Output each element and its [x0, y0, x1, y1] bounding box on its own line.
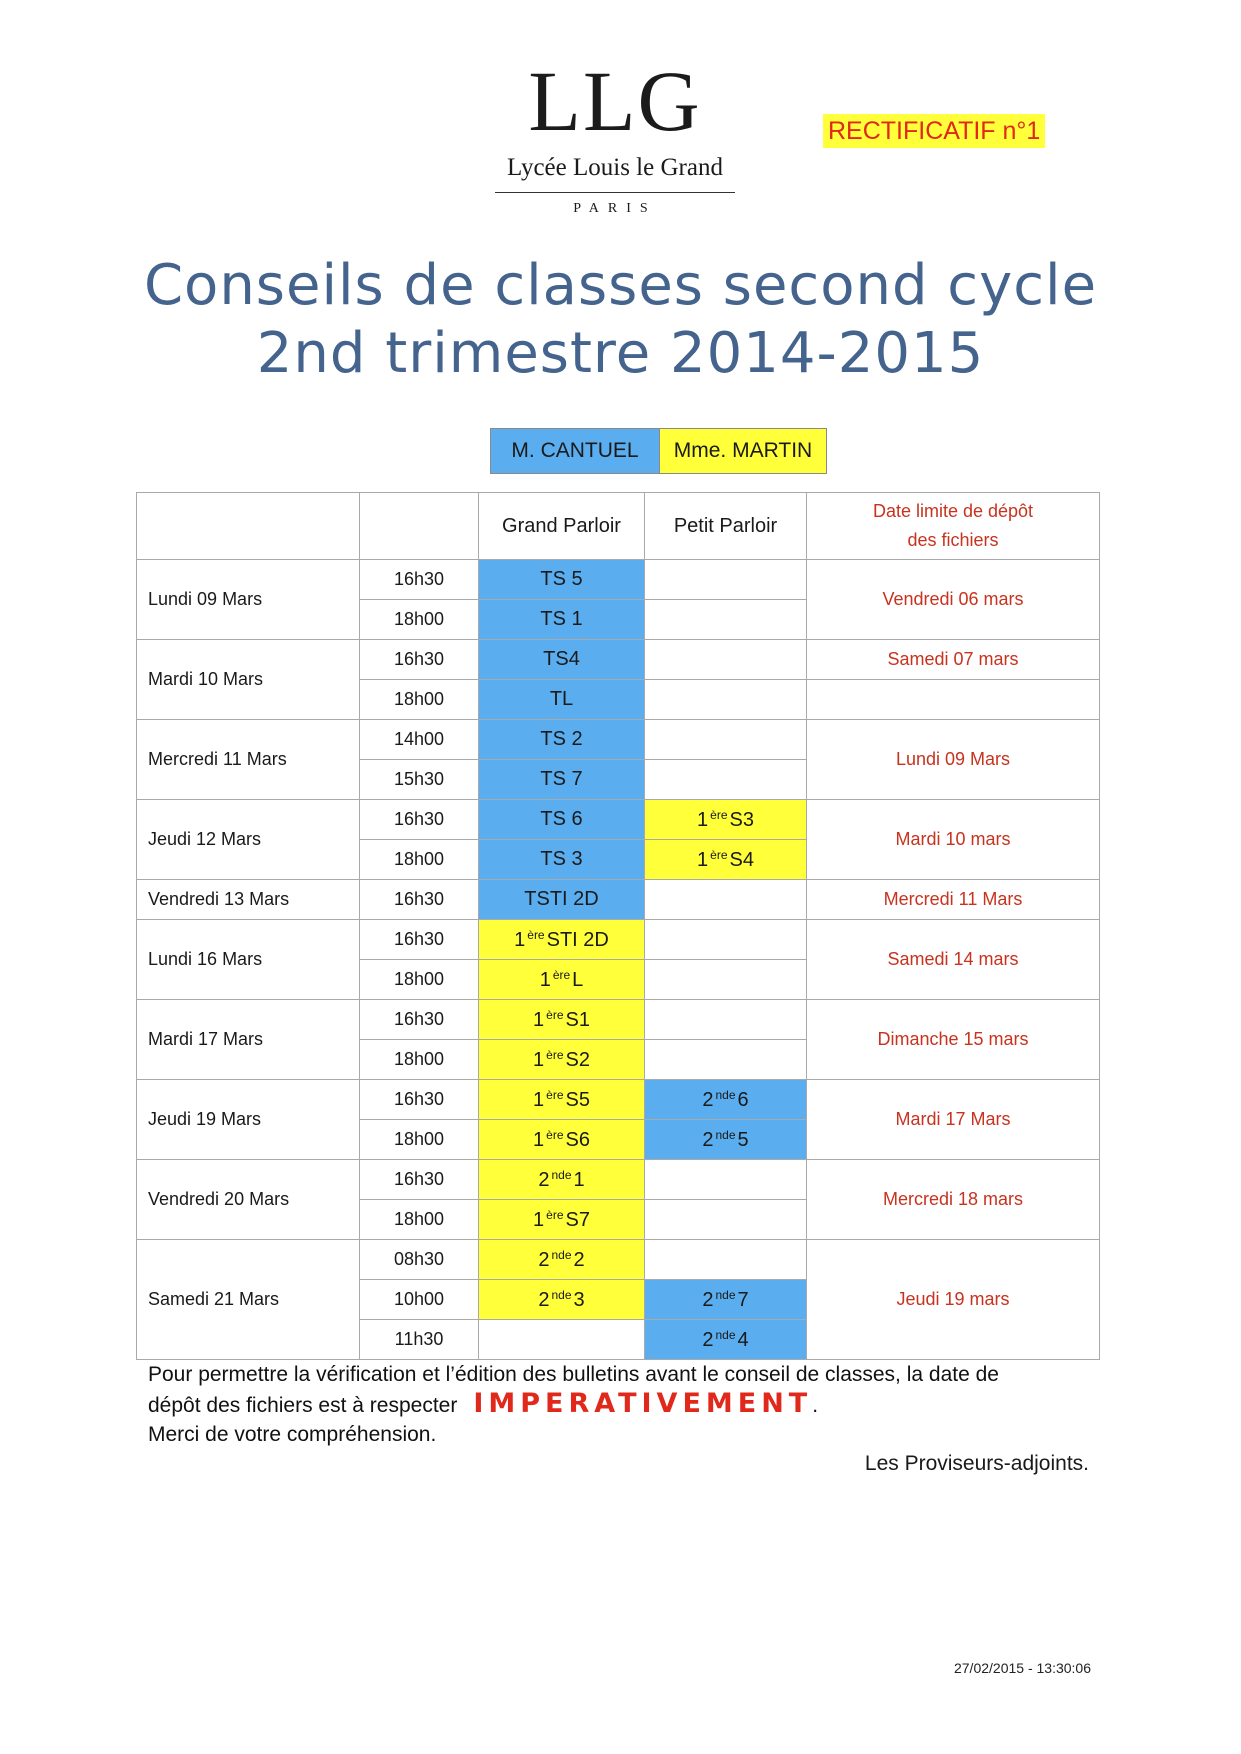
day-cell: Lundi 16 Mars — [137, 920, 360, 1000]
day-cell: Lundi 09 Mars — [137, 560, 360, 640]
deadline-cell: Mardi 10 mars — [807, 800, 1100, 880]
time-cell: 15h30 — [360, 760, 479, 800]
petit-parloir-cell — [645, 880, 807, 920]
grand-parloir-cell — [479, 640, 645, 680]
petit-parloir-cell — [645, 1160, 807, 1200]
deadline-cell — [807, 680, 1100, 720]
schedule-table — [136, 492, 1100, 1360]
time-cell: 18h00 — [360, 680, 479, 720]
class-suffix: nde — [551, 1247, 572, 1262]
table-row — [137, 560, 1100, 600]
petit-parloir-cell — [645, 1120, 807, 1160]
class-name: TL — [549, 688, 574, 710]
time-cell: 18h00 — [360, 600, 479, 640]
class-name: 2 — [702, 1128, 714, 1151]
class-suffix: nde — [715, 1127, 736, 1142]
logo-city: PARIS — [573, 201, 657, 216]
class-name: 1 — [533, 1128, 545, 1151]
class-suffix: nde — [551, 1287, 572, 1302]
petit-parloir-cell — [645, 1240, 807, 1280]
time-cell: 14h00 — [360, 720, 479, 760]
class-name: 2 — [702, 1328, 714, 1351]
class-name: TS 5 — [540, 568, 583, 590]
grand-parloir-cell — [479, 680, 645, 720]
day-cell: Jeudi 19 Mars — [137, 1080, 360, 1160]
header-empty-time — [360, 493, 479, 560]
grand-parloir-cell — [479, 720, 645, 760]
deadline-cell: Vendredi 06 mars — [807, 560, 1100, 640]
petit-parloir-cell — [645, 920, 807, 960]
table-row — [137, 1000, 1100, 1040]
grand-parloir-cell — [479, 840, 645, 880]
day-cell: Mardi 10 Mars — [137, 640, 360, 720]
table-row — [137, 640, 1100, 680]
petit-parloir-cell — [645, 1040, 807, 1080]
class-suffix: nde — [715, 1327, 736, 1342]
header-grand-parloir: Grand Parloir — [479, 493, 645, 560]
class-rest: 2 — [573, 1248, 585, 1271]
class-suffix: ère — [546, 1087, 564, 1102]
class-name: 1 — [533, 1088, 545, 1111]
time-cell: 18h00 — [360, 1040, 479, 1080]
grand-parloir-cell — [479, 1160, 645, 1200]
class-suffix: ère — [546, 1207, 564, 1222]
legend-blue: M. CANTUEL — [491, 429, 660, 474]
logo-mark: LLG — [528, 53, 702, 149]
grand-parloir-cell — [479, 960, 645, 1000]
class-suffix: ère — [546, 1007, 564, 1022]
class-rest: L — [572, 968, 584, 991]
class-rest: S2 — [565, 1048, 590, 1071]
petit-parloir-cell — [645, 640, 807, 680]
table-row — [137, 920, 1100, 960]
petit-parloir-cell — [645, 1320, 807, 1360]
class-suffix: nde — [715, 1087, 736, 1102]
time-cell: 16h30 — [360, 1000, 479, 1040]
petit-parloir-cell — [645, 560, 807, 600]
class-suffix: ère — [552, 967, 571, 982]
day-cell: Mercredi 11 Mars — [137, 720, 360, 800]
petit-parloir-cell — [645, 800, 807, 840]
grand-parloir-cell — [479, 600, 645, 640]
class-suffix: ère — [546, 1127, 564, 1142]
time-cell: 16h30 — [360, 800, 479, 840]
time-cell: 16h30 — [360, 560, 479, 600]
petit-parloir-cell — [645, 840, 807, 880]
petit-parloir-cell — [645, 1200, 807, 1240]
school-logo — [490, 53, 740, 217]
class-name: TS 3 — [540, 848, 583, 870]
day-cell: Vendredi 13 Mars — [137, 880, 360, 920]
petit-parloir-cell — [645, 960, 807, 1000]
class-rest: 1 — [573, 1168, 585, 1191]
table-row — [137, 1160, 1100, 1200]
legend-yellow: Mme. MARTIN — [660, 429, 827, 474]
deadline-cell: Samedi 07 mars — [807, 640, 1100, 680]
petit-parloir-cell — [645, 600, 807, 640]
logo-divider — [495, 192, 735, 193]
day-cell: Vendredi 20 Mars — [137, 1160, 360, 1240]
note-line-2-end: . — [812, 1394, 819, 1417]
header-petit-parloir: Petit Parloir — [645, 493, 807, 560]
deadline-cell: Mercredi 18 mars — [807, 1160, 1100, 1240]
page-title — [0, 252, 1241, 388]
class-rest: STI 2D — [546, 928, 609, 951]
class-name: TS4 — [543, 648, 580, 670]
table-row — [137, 720, 1100, 760]
deadline-cell: Lundi 09 Mars — [807, 720, 1100, 800]
class-name: 1 — [697, 848, 709, 871]
time-cell: 18h00 — [360, 960, 479, 1000]
header-deadline — [807, 493, 1100, 560]
time-cell: 16h30 — [360, 880, 479, 920]
class-suffix: ère — [546, 1047, 564, 1062]
class-name: TS 2 — [540, 728, 583, 750]
table-row — [137, 1240, 1100, 1280]
grand-parloir-cell — [479, 1000, 645, 1040]
table-header-row — [137, 493, 1100, 560]
class-suffix: nde — [715, 1287, 736, 1302]
class-name: TS 6 — [540, 808, 583, 830]
grand-parloir-cell — [479, 1240, 645, 1280]
class-name: 1 — [539, 968, 551, 991]
day-cell: Samedi 21 Mars — [137, 1240, 360, 1360]
time-cell: 16h30 — [360, 1080, 479, 1120]
class-name: 1 — [514, 928, 526, 951]
class-suffix: ère — [527, 927, 545, 942]
logo-school-name: Lycée Louis le Grand — [507, 154, 723, 181]
petit-parloir-cell — [645, 1280, 807, 1320]
class-name: 2 — [538, 1288, 550, 1311]
petit-parloir-cell — [645, 1080, 807, 1120]
table-row — [137, 1080, 1100, 1120]
header-deadline-line1: Date limite de dépôt — [872, 501, 1034, 521]
class-suffix: nde — [551, 1167, 572, 1182]
class-rest: S1 — [565, 1008, 590, 1031]
class-name: 2 — [538, 1168, 550, 1191]
time-cell: 16h30 — [360, 920, 479, 960]
note-emphasis: IMPERATIVEMENT — [473, 1388, 813, 1419]
class-name: 1 — [697, 808, 709, 831]
class-name: 2 — [702, 1288, 714, 1311]
class-rest: 6 — [737, 1088, 749, 1111]
day-cell: Mardi 17 Mars — [137, 1000, 360, 1080]
deadline-cell: Mardi 17 Mars — [807, 1080, 1100, 1160]
note-line-2 — [148, 1389, 1088, 1420]
time-cell: 16h30 — [360, 640, 479, 680]
header-empty-day — [137, 493, 360, 560]
title-line-2: 2nd trimestre 2014-2015 — [256, 321, 985, 386]
time-cell: 16h30 — [360, 1160, 479, 1200]
time-cell: 18h00 — [360, 1120, 479, 1160]
grand-parloir-cell — [479, 800, 645, 840]
time-cell: 18h00 — [360, 840, 479, 880]
petit-parloir-cell — [645, 760, 807, 800]
class-name: 1 — [533, 1008, 545, 1031]
class-rest: S3 — [729, 808, 754, 831]
grand-parloir-cell — [479, 880, 645, 920]
class-rest: S7 — [565, 1208, 590, 1231]
class-rest: S5 — [565, 1088, 590, 1111]
grand-parloir-cell — [479, 1080, 645, 1120]
class-name: 2 — [538, 1248, 550, 1271]
class-name: TSTI 2D — [524, 888, 599, 910]
class-name: 1 — [533, 1048, 545, 1071]
grand-parloir-cell — [479, 920, 645, 960]
class-name: TS 1 — [540, 608, 583, 630]
grand-parloir-cell — [479, 1120, 645, 1160]
time-cell: 18h00 — [360, 1200, 479, 1240]
class-name: TS 7 — [540, 768, 583, 790]
grand-parloir-cell — [479, 1280, 645, 1320]
day-cell: Jeudi 12 Mars — [137, 800, 360, 880]
class-rest: 3 — [573, 1288, 585, 1311]
footer-note — [148, 1360, 1088, 1449]
note-line-2-text: dépôt des fichiers est à respecter — [148, 1394, 458, 1417]
class-rest: 4 — [737, 1328, 749, 1351]
grand-parloir-cell — [479, 1040, 645, 1080]
grand-parloir-cell — [479, 760, 645, 800]
deadline-cell: Jeudi 19 mars — [807, 1240, 1100, 1360]
signature: Les Proviseurs-adjoints. — [864, 1452, 1089, 1475]
title-line-1: Conseils de classes second cycle — [143, 253, 1098, 318]
table-row — [137, 800, 1100, 840]
header-deadline-line2: des fichiers — [907, 530, 999, 550]
note-line-3: Merci de votre compréhension. — [148, 1423, 437, 1446]
time-cell: 10h00 — [360, 1280, 479, 1320]
class-name: 2 — [702, 1088, 714, 1111]
class-rest: 5 — [737, 1128, 749, 1151]
petit-parloir-cell — [645, 1000, 807, 1040]
rectificatif-badge: RECTIFICATIF n°1 — [823, 114, 1045, 148]
time-cell: 08h30 — [360, 1240, 479, 1280]
grand-parloir-cell — [479, 1320, 645, 1360]
timestamp: 27/02/2015 - 13:30:06 — [953, 1660, 1091, 1676]
class-rest: S6 — [565, 1128, 590, 1151]
class-rest: S4 — [729, 848, 754, 871]
deadline-cell: Samedi 14 mars — [807, 920, 1100, 1000]
deadline-cell: Mercredi 11 Mars — [807, 880, 1100, 920]
class-name: 1 — [533, 1208, 545, 1231]
time-cell: 11h30 — [360, 1320, 479, 1360]
color-legend — [490, 428, 827, 474]
class-suffix: ère — [710, 807, 728, 822]
class-rest: 7 — [737, 1288, 749, 1311]
deadline-cell: Dimanche 15 mars — [807, 1000, 1100, 1080]
petit-parloir-cell — [645, 720, 807, 760]
note-line-1: Pour permettre la vérification et l’édition des bulletins avant le conseil de classes, la date de — [148, 1363, 999, 1386]
grand-parloir-cell — [479, 560, 645, 600]
grand-parloir-cell — [479, 1200, 645, 1240]
table-row — [137, 880, 1100, 920]
class-suffix: ère — [710, 847, 728, 862]
petit-parloir-cell — [645, 680, 807, 720]
